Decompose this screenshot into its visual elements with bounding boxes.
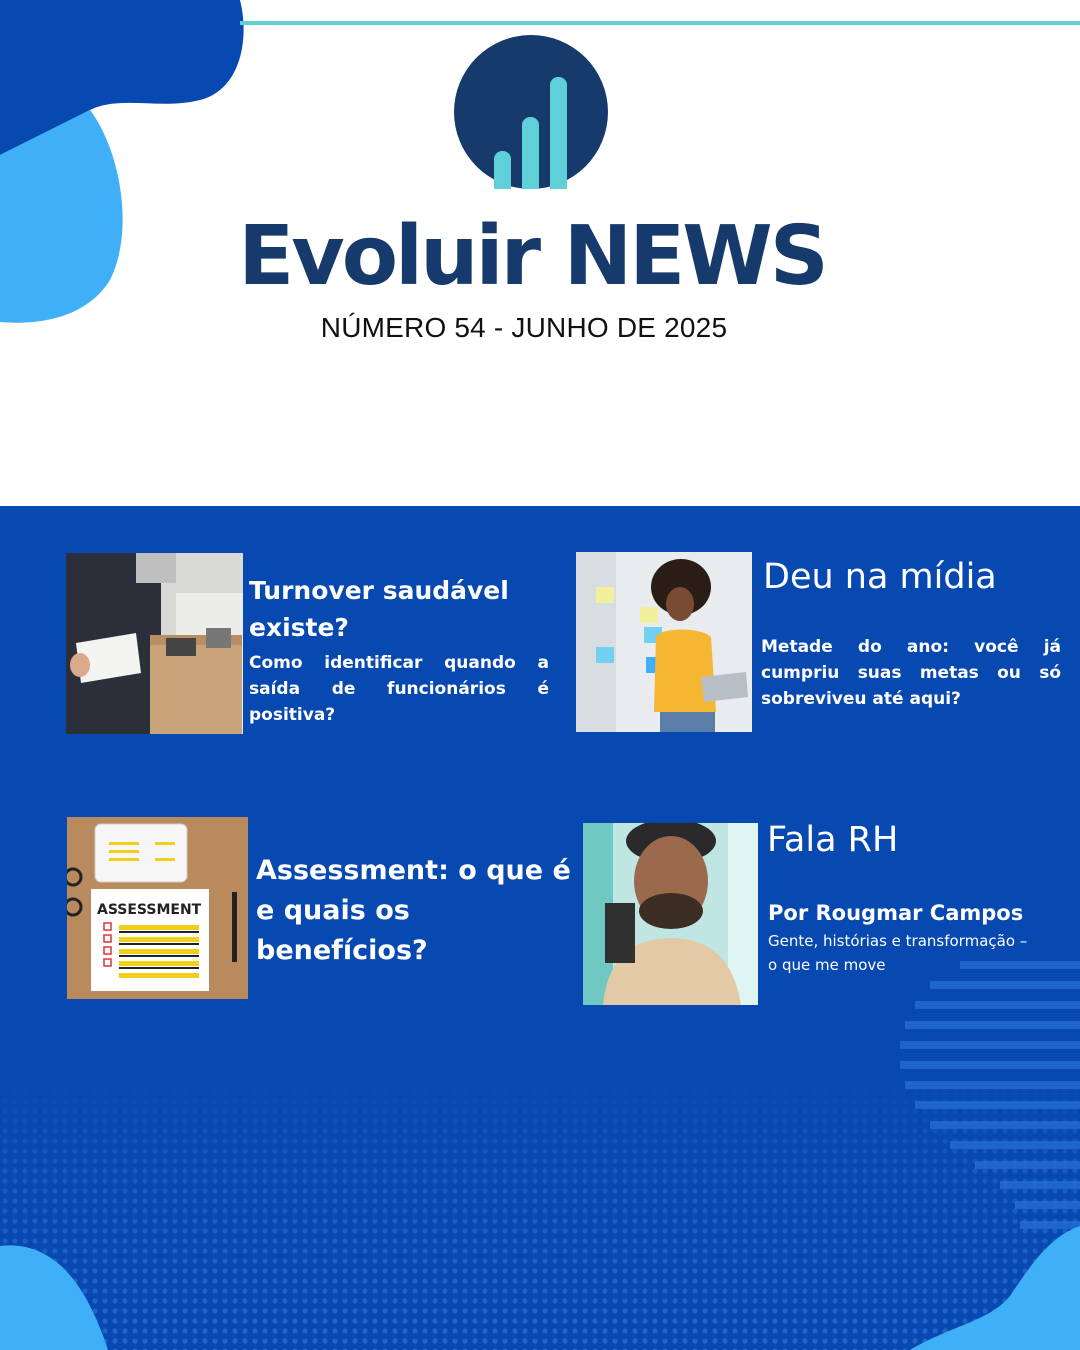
article-title-turnover[interactable]: Turnover saudável existe? bbox=[249, 576, 509, 642]
svg-text:ASSESSMENT: ASSESSMENT bbox=[97, 902, 202, 918]
article-title-assessment[interactable]: Assessment: o que é e quais os benefícios? bbox=[256, 855, 571, 966]
article-summary-deu-na-midia: Metade do ano: você já cumpriu suas metas ou só sobreviveu até aqui? bbox=[761, 637, 1061, 709]
article-image-fala-rh-portrait[interactable] bbox=[583, 823, 758, 1005]
article-image-turnover[interactable] bbox=[66, 553, 243, 734]
newsletter-title: Evoluir NEWS bbox=[238, 209, 826, 304]
bar-chart-logo-icon bbox=[454, 35, 608, 189]
articles-section bbox=[0, 506, 1080, 1350]
header-divider-line bbox=[240, 21, 1080, 25]
article-title-fala-rh[interactable]: Fala RH bbox=[767, 820, 899, 860]
article-image-deu-na-midia[interactable] bbox=[576, 552, 752, 732]
article-author: Por Rougmar Campos bbox=[768, 901, 1024, 925]
article-tagline-line1: Gente, histórias e transformação – bbox=[768, 932, 1028, 950]
article-tagline-line2: o que me move bbox=[768, 956, 886, 974]
article-summary-turnover: Como identificar quando a saída de funcionários é positiva? bbox=[249, 653, 549, 725]
article-title-deu-na-midia[interactable]: Deu na mídia bbox=[763, 557, 997, 597]
article-image-assessment[interactable] bbox=[67, 817, 248, 999]
issue-label: NÚMERO 54 - JUNHO DE 2025 bbox=[320, 312, 728, 343]
header-section bbox=[0, 0, 1080, 506]
